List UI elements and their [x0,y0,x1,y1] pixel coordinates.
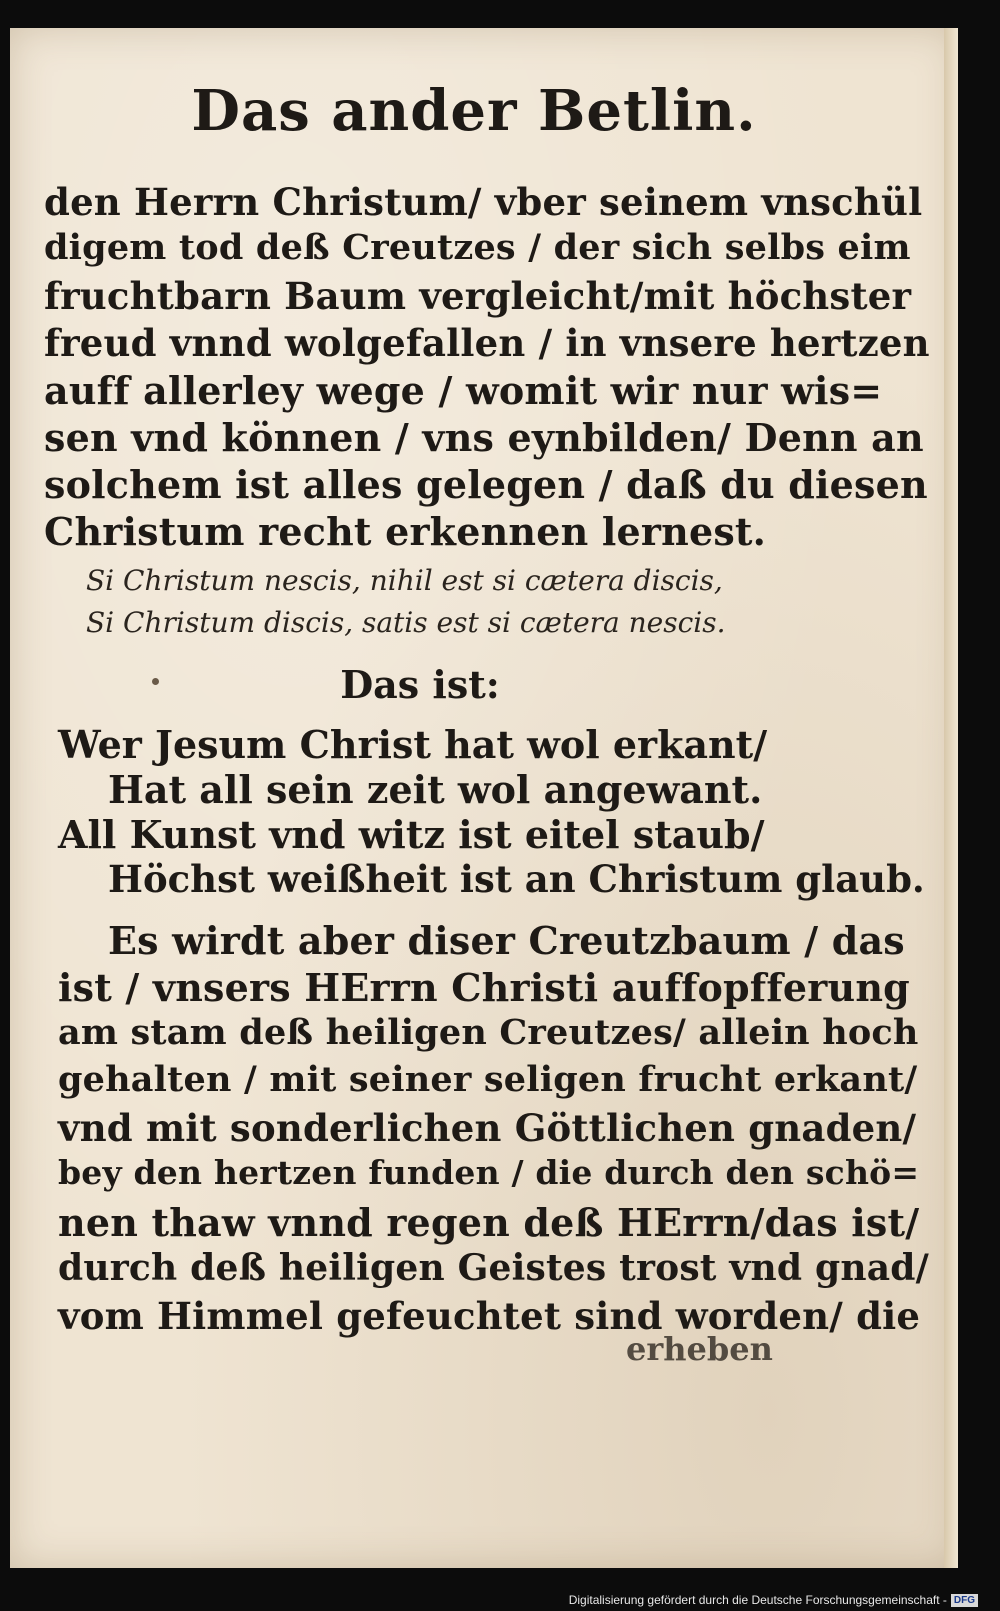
body-line: nen thaw vnnd regen deß HErrn/das ist/ [58,1200,920,1245]
latin-verse-line: Si Christum discis, satis est si cætera nescis. [86,606,726,639]
body-line: ist / vnsers HErrn Christi auffopfferung [58,965,910,1010]
body-line: sen vnd können / vns eynbilden/ Denn an [44,415,924,460]
body-line: Christum recht erkennen lernest. [44,509,767,554]
body-line: Es wirdt aber diser Creutzbaum / das [108,918,905,963]
body-line: gehalten / mit seiner seligen frucht erkant/ [58,1059,918,1100]
verse-line: Wer Jesum Christ hat wol erkant/ [58,722,768,767]
body-line: durch deß heiligen Geistes trost vnd gnad/ [58,1247,929,1289]
catchword: erheben [626,1330,773,1368]
body-line: auff allerley wege / womit wir nur wis= [44,368,883,413]
dfg-logo: DFG [951,1594,978,1607]
verse-line: All Kunst vnd witz ist eitel staub/ [58,812,765,857]
body-line: freud vnnd wolgefallen / in vnsere hertzen [44,321,930,365]
digitization-footer [569,1593,978,1607]
latin-verse-line: Si Christum nescis, nihil est si cætera discis, [86,564,723,597]
body-line: fruchtbarn Baum vergleicht/mit höchster [44,274,912,318]
body-line: vnd mit sonderlichen Göttlichen gnaden/ [58,1106,917,1150]
body-line: digem tod deß Creutzes / der sich selbs eim [44,227,911,268]
verse-line: Hat all sein zeit wol angewant. [108,767,763,812]
das-ist-heading: Das ist: [340,662,500,707]
body-line: bey den hertzen funden / die durch den schö= [58,1153,920,1192]
body-line: vom Himmel gefeuchtet sind worden/ die [58,1294,921,1338]
body-line: den Herrn Christum/ vber seinem vnschül [44,180,923,224]
verse-line: Höchst weißheit ist an Christum glaub. [108,857,925,901]
footer-text: Digitalisierung gefördert durch die Deutsche Forschungsgemeinschaft - [568,1593,947,1607]
page-edge [944,28,958,1568]
page-heading: Das ander Betlin. [191,78,757,144]
body-line: solchem ist alles gelegen / daß du diesen [44,462,928,507]
body-line: am stam deß heiligen Creutzes/ allein hoch [58,1012,919,1053]
